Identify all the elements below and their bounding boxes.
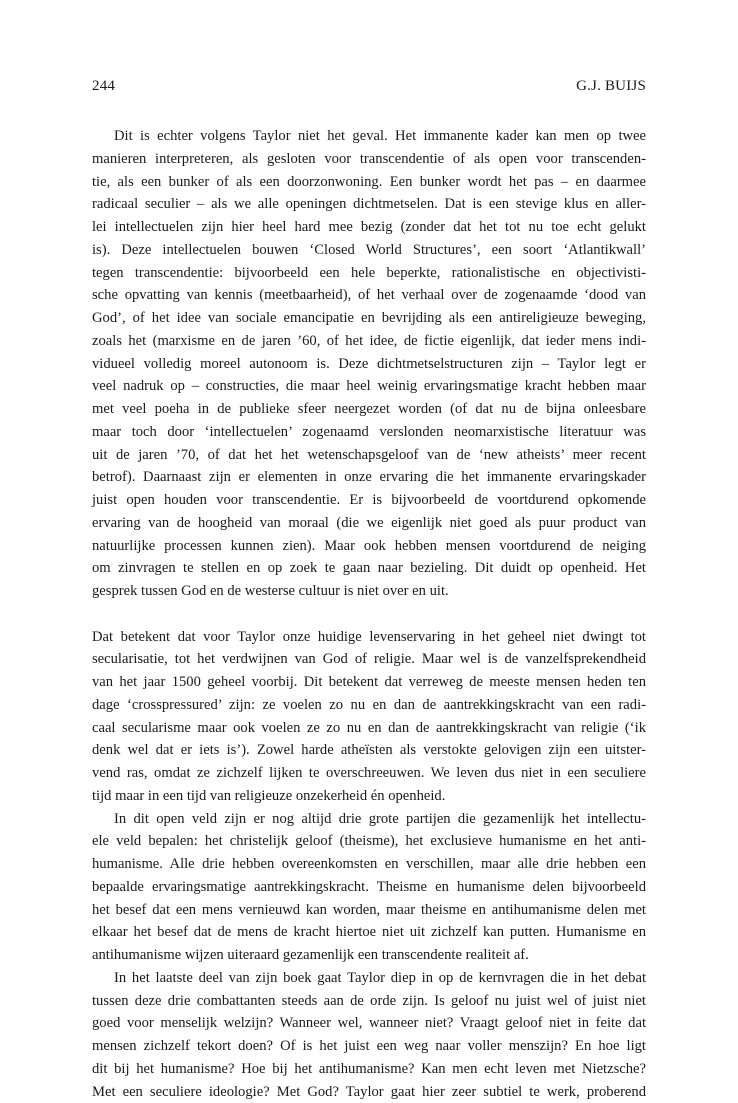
text-line: juist open houden voor transcendentie. Er is bijvoorbeeld de voortdurend opkomende [92, 489, 646, 512]
text-line: tegen transcendentie: bijvoorbeeld een hele beperkte, rationalistische en objectivisti- [92, 262, 646, 285]
text-line: dit bij het humanisme? Hoe bij het antihumanisme? Kan men echt leven met Nietzsche? [92, 1058, 646, 1081]
text-line: humanisme. Alle drie hebben overeenkomsten en verschillen, maar alle drie hebben een [92, 853, 646, 876]
text-line: secularisatie, tot het verdwijnen van God of religie. Maar wel is de vanzelfsprekendheid [92, 648, 646, 671]
text-line: maar toch door ‘intellectuelen’ zogenaamd verslonden neomarxistische literatuur was [92, 421, 646, 444]
text-line: God’, of het idee van sociale emancipatie en bevrijding als een antireligieuze beweging, [92, 307, 646, 330]
text-line: ele veld bepalen: het christelijk geloof (theisme), het exclusieve humanisme en het anti- [92, 830, 646, 853]
text-line: is). Deze intellectuelen bouwen ‘Closed World Structures’, een soort ‘Atlantikwall’ [92, 239, 646, 262]
text-line: tussen deze drie combattanten steeds aan de orde zijn. Is geloof nu juist wel of juist niet [92, 990, 646, 1013]
text-line: In het laatste deel van zijn boek gaat Taylor diep in op de kernvragen die in het debat [92, 967, 646, 990]
text-line: lei intellectuelen zijn hier heel hard mee bezig (zonder dat het tot nu toe echt gelukt [92, 216, 646, 239]
text-line: Met een seculiere ideologie? Met God? Taylor gaat hier zeer subtiel te werk, proberend [92, 1081, 646, 1103]
text-line: radicaal seculier – als we alle openingen dichtmetselen. Dat is een stevige klus en aller- [92, 193, 646, 216]
text-line: vend ras, omdat ze zichzelf lijken te overschreeuwen. We leven dus niet in een seculiere [92, 762, 646, 785]
text-line: manieren interpreteren, als gesloten voor transcendentie of als open voor transcenden- [92, 148, 646, 171]
text-line: betrof). Daarnaast zijn er elementen in onze ervaring die het immanente ervaringskader [92, 466, 646, 489]
text-line: elkaar het besef dat de mens de kracht hiertoe niet uit zichzelf kan putten. Humanisme en [92, 921, 646, 944]
text-line: antihumanisme wijzen uiteraard gezamenlijk een transcendente realiteit af. [92, 944, 646, 967]
text-line: Dit is echter volgens Taylor niet het geval. Het immanente kader kan men op twee [92, 125, 646, 148]
text-line: In dit open veld zijn er nog altijd drie grote partijen die gezamenlijk het intellectu- [92, 808, 646, 831]
text-line: vidueel volledig moreel autonoom is. Deze dichtmetselstructuren zijn – Taylor legt er [92, 353, 646, 376]
section-gap [92, 603, 646, 626]
text-line: uit de jaren ’70, of dat het het wetenschapsgeloof van de ‘new atheists’ meer recent [92, 444, 646, 467]
text-line: veel nadruk op – constructies, die maar heel weinig ervaringsmatige kracht hebben maar [92, 375, 646, 398]
text-line: gesprek tussen God en de westerse cultuur is niet over en uit. [92, 580, 646, 603]
text-line: zoals het (marxisme en de jaren ’60, of het idee, de fictie eigenlijk, dat ieder mens indi- [92, 330, 646, 353]
text-line: denk wel dat er iets is’). Zowel harde atheïsten als verstokte gelovigen zijn een uitster- [92, 739, 646, 762]
paragraph-2 [92, 626, 646, 808]
text-line: tie, als een bunker of als een doorzonwoning. Een bunker wordt het pas – en daarmee [92, 171, 646, 194]
paragraph-4 [92, 967, 646, 1103]
body-text [92, 125, 646, 1103]
text-line: met veel poeha in de publieke sfeer neergezet worden (of dat nu de bijna onleesbare [92, 398, 646, 421]
text-line: sche opvatting van kennis (meetbaarheid), of het verhaal over de zogenaamde ‘dood van [92, 284, 646, 307]
running-head: G.J. BUIJS [576, 78, 646, 95]
page-header [92, 78, 646, 100]
text-line: Dat betekent dat voor Taylor onze huidige levenservaring in het geheel niet dwingt tot [92, 626, 646, 649]
text-line: dage ‘crosspressured’ zijn: ze voelen zo nu en dan de aantrekkingskracht van een radi- [92, 694, 646, 717]
text-line: ervaring van de hoogheid van moraal (die we eigenlijk niet goed als puur product van [92, 512, 646, 535]
text-line: caal secularisme maar ook voelen ze zo nu en dan de aantrekkingskracht van religie (‘ik [92, 717, 646, 740]
text-line: het besef dat een mens vernieuwd kan worden, maar theisme en antihumanisme delen met [92, 899, 646, 922]
text-line: om zinvragen te stellen en op zoek te gaan naar bezieling. Dit duidt op openheid. Het [92, 557, 646, 580]
text-line: tijd maar in een tijd van religieuze onzekerheid én openheid. [92, 785, 646, 808]
paragraph-1 [92, 125, 646, 603]
text-line: van het jaar 1500 geheel voorbij. Dit betekent dat verreweg de meeste mensen heden ten [92, 671, 646, 694]
text-line: goed voor menselijk welzijn? Wanneer wel, wanneer niet? Vraagt geloof niet in feite dat [92, 1012, 646, 1035]
paragraph-3 [92, 808, 646, 967]
text-line: mensen zichzelf tekort doen? Of is het juist een weg naar voller menszijn? En hoe ligt [92, 1035, 646, 1058]
page-number: 244 [92, 78, 115, 95]
text-line: natuurlijke processen kunnen zien). Maar ook hebben mensen voortdurend de neiging [92, 535, 646, 558]
text-line: bepaalde ervaringsmatige aantrekkingskracht. Theisme en humanisme delen bijvoorbeeld [92, 876, 646, 899]
